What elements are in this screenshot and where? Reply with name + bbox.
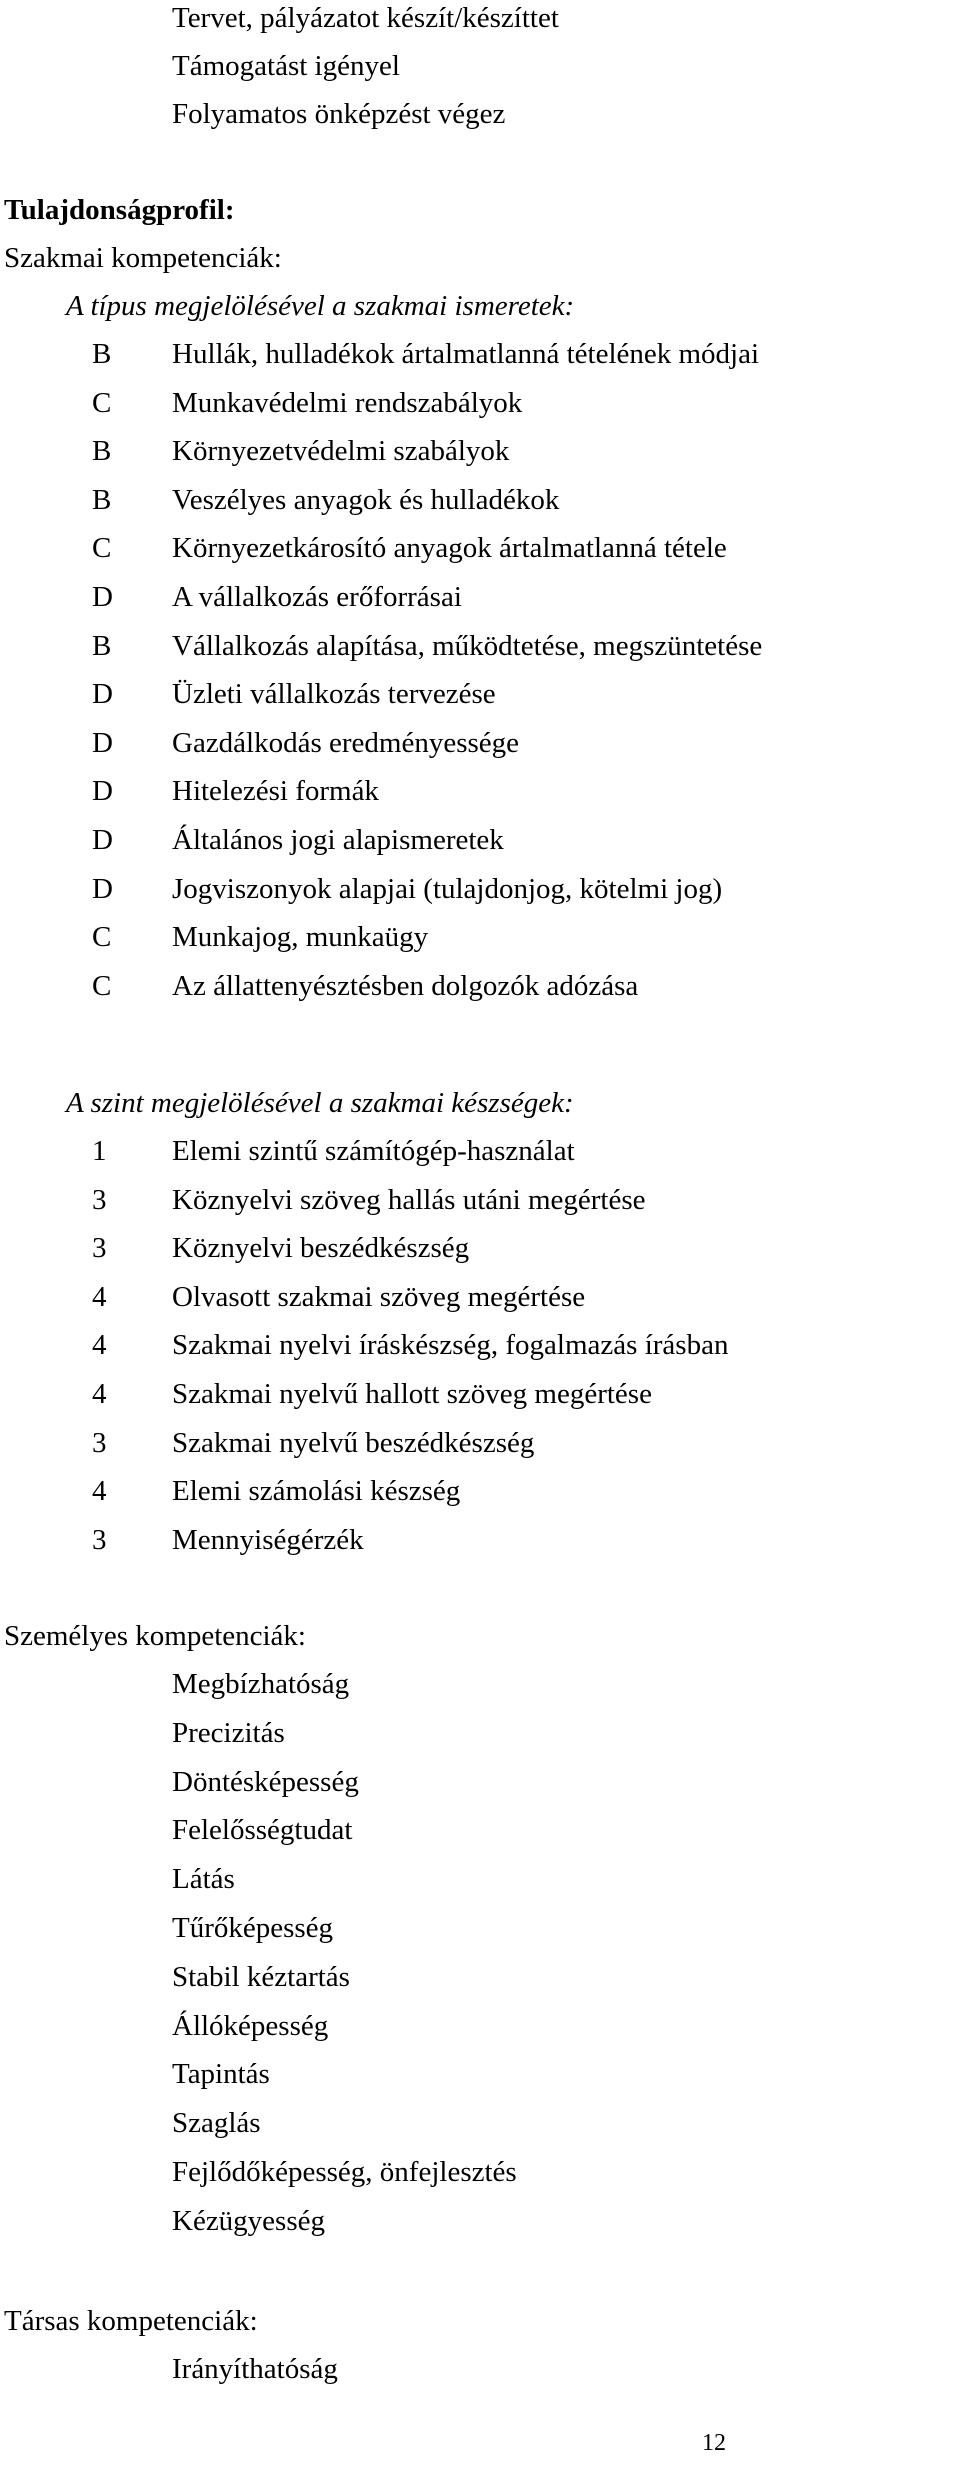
knowledge-text: Jogviszonyok alapjai (tulajdonjog, kötelmi jog) <box>172 873 723 905</box>
knowledge-code: D <box>92 873 113 905</box>
skill-level: 3 <box>92 1427 107 1459</box>
skill-level: 4 <box>92 1281 107 1313</box>
skill-text: Elemi szintű számítógép-használat <box>172 1135 575 1167</box>
profile-title: Tulajdonságprofil: <box>4 194 235 226</box>
personal-item: Felelősségtudat <box>172 1814 353 1846</box>
knowledge-code: C <box>92 921 112 953</box>
personal-item: Látás <box>172 1863 235 1895</box>
knowledge-text: Az állattenyésztésben dolgozók adózása <box>172 970 639 1002</box>
knowledge-code: B <box>92 484 112 516</box>
top-item: Folyamatos önképzést végez <box>172 98 506 130</box>
knowledge-code: C <box>92 387 112 419</box>
knowledge-text: Hullák, hulladékok ártalmatlanná tételének módjai <box>172 338 760 370</box>
knowledge-code: B <box>92 630 112 662</box>
knowledge-heading: A típus megjelölésével a szakmai ismeretek: <box>66 290 575 322</box>
knowledge-code: B <box>92 338 112 370</box>
personal-item: Tapintás <box>172 2058 270 2090</box>
knowledge-text: Általános jogi alapismeretek <box>172 824 504 856</box>
knowledge-code: D <box>92 824 113 856</box>
knowledge-text: Környezetkárosító anyagok ártalmatlanná tétele <box>172 532 727 564</box>
top-item: Támogatást igényel <box>172 50 400 82</box>
skill-text: Mennyiségérzék <box>172 1524 364 1556</box>
personal-item: Precizitás <box>172 1717 285 1749</box>
skills-heading: A szint megjelölésével a szakmai készségek: <box>66 1087 574 1119</box>
skill-level: 3 <box>92 1232 107 1264</box>
professional-heading: Szakmai kompetenciák: <box>4 242 282 274</box>
skill-text: Szakmai nyelvű beszédkészség <box>172 1427 535 1459</box>
knowledge-text: Vállalkozás alapítása, működtetése, megszüntetése <box>172 630 763 662</box>
knowledge-code: D <box>92 775 113 807</box>
skill-level: 4 <box>92 1378 107 1410</box>
personal-item: Tűrőképesség <box>172 1912 334 1944</box>
knowledge-code: C <box>92 532 112 564</box>
personal-item: Megbízhatóság <box>172 1668 350 1700</box>
knowledge-text: Gazdálkodás eredményessége <box>172 727 520 759</box>
skill-text: Elemi számolási készség <box>172 1475 461 1507</box>
knowledge-text: Veszélyes anyagok és hulladékok <box>172 484 560 516</box>
knowledge-text: Hitelezési formák <box>172 775 379 807</box>
skill-level: 1 <box>92 1135 107 1167</box>
skill-level: 3 <box>92 1184 107 1216</box>
social-item: Irányíthatóság <box>172 2353 338 2385</box>
skill-text: Köznyelvi szöveg hallás utáni megértése <box>172 1184 646 1216</box>
knowledge-text: Munkajog, munkaügy <box>172 921 429 953</box>
skill-level: 3 <box>92 1524 107 1556</box>
personal-item: Döntésképesség <box>172 1766 359 1798</box>
personal-item: Szaglás <box>172 2107 261 2139</box>
skill-text: Szakmai nyelvi íráskészség, fogalmazás írásban <box>172 1329 729 1361</box>
knowledge-text: Környezetvédelmi szabályok <box>172 435 510 467</box>
skill-text: Köznyelvi beszédkészség <box>172 1232 470 1264</box>
knowledge-code: B <box>92 435 112 467</box>
personal-item: Kézügyesség <box>172 2205 326 2237</box>
skill-level: 4 <box>92 1475 107 1507</box>
knowledge-code: D <box>92 727 113 759</box>
skill-text: Szakmai nyelvű hallott szöveg megértése <box>172 1378 652 1410</box>
knowledge-text: A vállalkozás erőforrásai <box>172 581 462 613</box>
knowledge-text: Üzleti vállalkozás tervezése <box>172 678 496 710</box>
social-heading: Társas kompetenciák: <box>4 2305 258 2337</box>
knowledge-code: D <box>92 581 113 613</box>
knowledge-code: C <box>92 970 112 1002</box>
knowledge-code: D <box>92 678 113 710</box>
skill-text: Olvasott szakmai szöveg megértése <box>172 1281 586 1313</box>
personal-item: Fejlődőképesség, önfejlesztés <box>172 2156 517 2188</box>
skill-level: 4 <box>92 1329 107 1361</box>
knowledge-text: Munkavédelmi rendszabályok <box>172 387 523 419</box>
personal-item: Stabil kéztartás <box>172 1961 350 1993</box>
page-number: 12 <box>702 2430 726 2456</box>
top-item: Tervet, pályázatot készít/készíttet <box>172 2 559 34</box>
personal-heading: Személyes kompetenciák: <box>4 1620 306 1652</box>
personal-item: Állóképesség <box>172 2010 329 2042</box>
